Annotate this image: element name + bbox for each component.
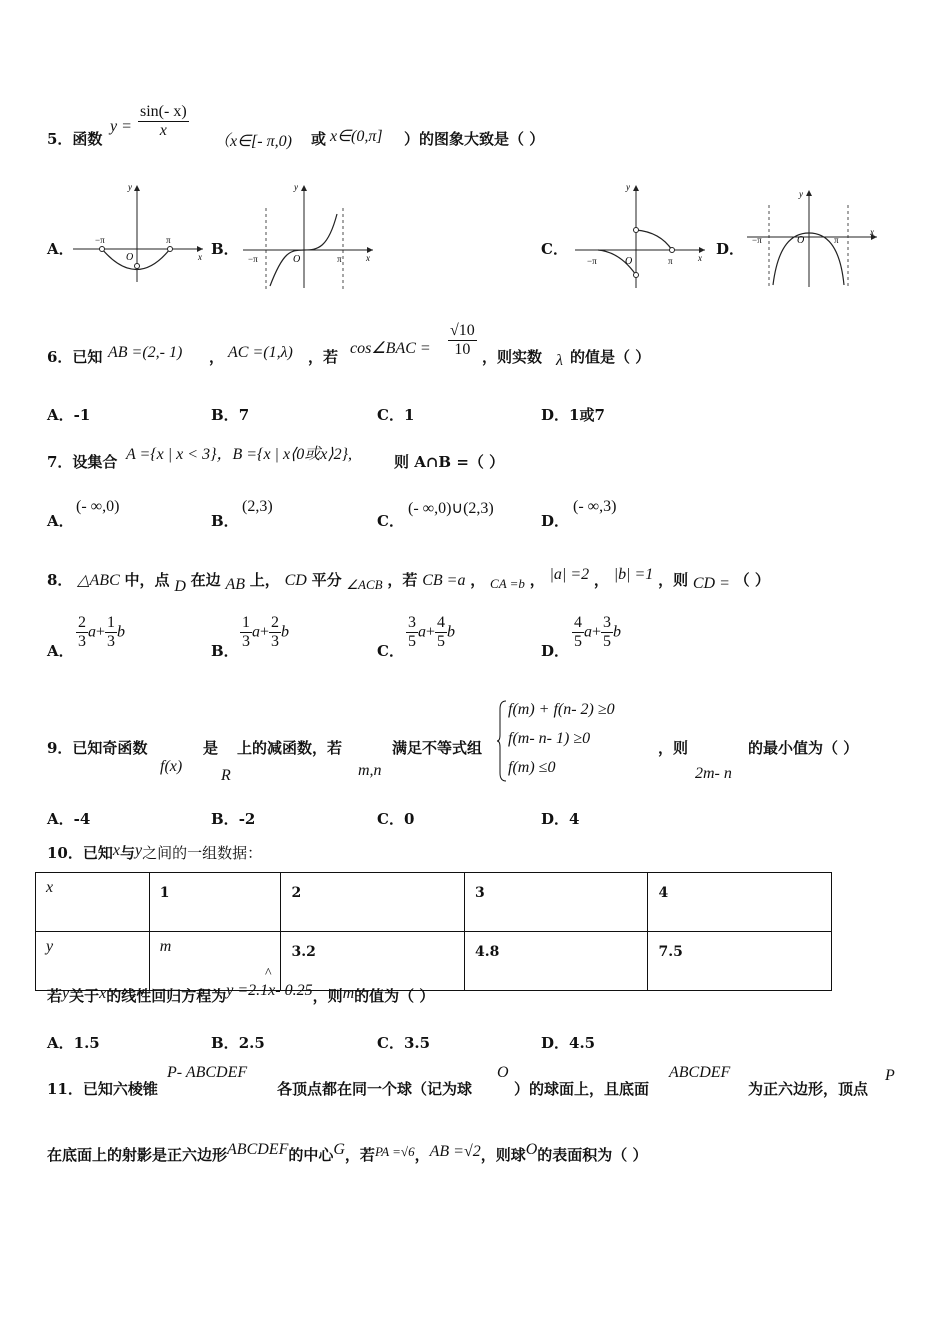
- table-cell: 3: [464, 873, 648, 932]
- q9-ineq-2: f(m- n- 1) ≥0: [508, 730, 591, 747]
- q9-ineq-1: f(m) + f(n- 2) ≥0: [508, 701, 615, 718]
- q8-option-b-expr[interactable]: $\frac{1}{3}$ a+ $\frac{2}{3}$ b: [242, 614, 290, 650]
- table-cell: 7.5: [648, 932, 832, 991]
- q7-option-a-label[interactable]: A．: [47, 512, 74, 530]
- q5-graph-d-pi: π: [834, 235, 839, 245]
- q6-cos: cos∠BAC =: [350, 340, 431, 357]
- q9-option-d[interactable]: D．4: [541, 810, 580, 828]
- q9-fx: f(x): [160, 758, 183, 775]
- q9-brace: [496, 699, 508, 783]
- q10-stem: 10．已知x与y之间的一组数据：: [47, 842, 263, 862]
- q5-domain-1: （x∈[- π,0): [214, 133, 292, 150]
- q10-option-b[interactable]: B．2.5: [211, 1034, 265, 1052]
- q7-tail: 则 A∩B =（ ）: [394, 453, 505, 471]
- q5-graph-b: [238, 180, 378, 292]
- table-cell: 2: [281, 873, 465, 932]
- q10-question: 若y关于x的线性回归方程为y =2.1x- 0.25，则m的值为（ ）: [47, 982, 435, 1005]
- q5-option-a-label[interactable]: A．: [47, 240, 74, 258]
- q9-tail: 的最小值为（ ）: [748, 739, 859, 757]
- q8-option-d-expr[interactable]: $\frac{4}{5}$ a+ $\frac{3}{5}$ b: [574, 614, 622, 650]
- q11-t4: 为正六边形，顶点: [748, 1080, 869, 1098]
- q8-option-c-expr[interactable]: $\frac{3}{5}$ a+ $\frac{4}{5}$ b: [408, 614, 456, 650]
- q9-expr: 2m- n: [695, 765, 732, 782]
- q9-ze: ，则: [658, 739, 689, 757]
- q8-option-c-label[interactable]: C．: [377, 642, 404, 660]
- table-cell: x: [36, 873, 150, 932]
- table-cell: y: [36, 932, 150, 991]
- q7-option-d-label[interactable]: D．: [541, 512, 570, 530]
- q6-num: 6．已知: [47, 348, 103, 366]
- q5-graph-c-y-label: y: [626, 182, 630, 192]
- q9-shi: 是: [203, 739, 219, 757]
- q5-graph-d-x-label: x: [870, 227, 874, 237]
- q5-graph-c-pi: π: [668, 256, 673, 266]
- q8-option-d-label[interactable]: D．: [541, 642, 570, 660]
- q11-pyramid: P- ABCDEF: [167, 1064, 248, 1081]
- q6-ac: AC =(1,λ): [228, 344, 293, 361]
- q5-graph-a: [68, 180, 208, 285]
- q9-option-b[interactable]: B．-2: [211, 810, 256, 828]
- q8-option-b-label[interactable]: B．: [211, 642, 239, 660]
- q11-num: 11．已知六棱锥: [47, 1080, 158, 1098]
- q5-graph-b-origin: O: [293, 254, 301, 265]
- q10-regression-eq: y =2.1x- 0.25: [226, 982, 313, 999]
- q6-ruo: ，若: [308, 348, 339, 366]
- q5-graph-a-y-label: y: [128, 182, 132, 192]
- q9-r: R: [221, 767, 231, 784]
- q5-or: 或: [311, 130, 327, 148]
- q11-o: O: [497, 1064, 509, 1081]
- q11-line-2: 在底面上的射影是正六边形ABCDEF的中心G，若PA =√6，AB =√2，则球O的表面积为（ ）: [47, 1141, 648, 1164]
- q11-t3: ）的球面上，且底面: [514, 1080, 650, 1098]
- q5-graph-a-pi: π: [166, 235, 171, 245]
- q7-option-c-text[interactable]: (- ∞,0)∪(2,3): [408, 500, 494, 517]
- q6-ab: AB =(2,- 1): [108, 344, 183, 361]
- q10-option-d[interactable]: D．4.5: [541, 1034, 596, 1052]
- q9-t2: 上的减函数，若: [237, 739, 343, 757]
- q5-graph-c-origin: O: [625, 256, 633, 267]
- table-cell: 4: [648, 873, 832, 932]
- q5-fraction: $\frac{\sin(- x)}{x}$: [140, 103, 187, 139]
- q7-option-a-text[interactable]: (- ∞,0): [76, 498, 120, 515]
- q5-graph-a-x-label: x: [198, 252, 202, 262]
- q7-option-d-text[interactable]: (- ∞,3): [573, 498, 617, 515]
- q6-option-d[interactable]: D．1或7: [541, 406, 605, 424]
- q6-lambda: λ: [556, 352, 563, 369]
- q11-p: P: [885, 1067, 895, 1084]
- q5-lhs: y =: [110, 118, 132, 135]
- q6-tail: 的值是（ ）: [570, 348, 651, 366]
- q5-graph-d-origin: O: [797, 235, 805, 246]
- q6-option-b[interactable]: B．7: [211, 406, 250, 424]
- q9-num: 9．已知奇函数: [47, 739, 148, 757]
- q5-graph-b-y-label: y: [294, 182, 298, 192]
- q5-graph-c: [570, 180, 710, 292]
- q9-option-a[interactable]: A．-4: [47, 810, 91, 828]
- q6-option-c[interactable]: C．1: [377, 406, 415, 424]
- table-cell: 1: [149, 873, 281, 932]
- table-row: [36, 873, 832, 932]
- table-row: [36, 932, 832, 991]
- q5-graph-d-y-label: y: [799, 189, 803, 199]
- q5-graph-d: [742, 185, 882, 290]
- table-cell: 3.2: [281, 932, 465, 991]
- q5-option-d-label[interactable]: D．: [716, 240, 745, 258]
- q8-option-a-label[interactable]: A．: [47, 642, 74, 660]
- q5-tail: ）的图象大致是（ ）: [404, 130, 545, 148]
- q6-mid: ，则实数: [482, 348, 543, 366]
- q9-ineq-3: f(m) ≤0: [508, 759, 556, 776]
- q8-stem: 8． △ABC 中，点 D 在边 AB 上， CD 平分 ∠ACB ，若 CB =a ， CA =b ， |a| =2 ， |b| =1 ，则 CD = （ ）: [47, 566, 770, 595]
- table-cell: m: [149, 932, 281, 991]
- q9-t3: 满足不等式组: [392, 739, 483, 757]
- q8-option-a-expr[interactable]: $\frac{2}{3}$ a+ $\frac{1}{3}$ b: [78, 614, 126, 650]
- q5-option-b-label[interactable]: B．: [211, 240, 239, 258]
- q10-option-c[interactable]: C．3.5: [377, 1034, 431, 1052]
- q11-t2: 各顶点都在同一个球（记为球: [277, 1080, 473, 1098]
- q9-option-c[interactable]: C．0: [377, 810, 415, 828]
- q5-domain-2: x∈(0,π]: [330, 128, 383, 145]
- q10-data-table: [35, 872, 832, 991]
- q5-graph-a-neg-pi: −π: [95, 235, 105, 245]
- q5-graph-b-pi: π: [337, 254, 342, 264]
- q5-graph-d-neg-pi: −π: [752, 235, 762, 245]
- q7-num: 7．设集合: [47, 453, 118, 471]
- q6-fraction: $\frac{√10}{10}$: [450, 322, 475, 358]
- q5-graph-a-origin: O: [126, 252, 134, 263]
- q5-graph-c-x-label: x: [698, 253, 702, 263]
- q5-stem: 5．函数: [47, 130, 103, 148]
- q5-graph-b-neg-pi: −π: [248, 254, 258, 264]
- q6-sep: ，: [209, 348, 225, 366]
- q7-option-b-text[interactable]: (2,3): [242, 498, 273, 515]
- q7-option-b-label[interactable]: B．: [211, 512, 239, 530]
- q7-option-c-label[interactable]: C．: [377, 512, 404, 530]
- table-cell: 4.8: [464, 932, 648, 991]
- q6-option-a[interactable]: A．-1: [47, 406, 91, 424]
- q5-option-c-label[interactable]: C．: [541, 240, 568, 258]
- q9-mn: m,n: [358, 762, 382, 779]
- q10-option-a[interactable]: A．1.5: [47, 1034, 100, 1052]
- q5-graph-c-neg-pi: −π: [587, 256, 597, 266]
- q10-hat-icon: ^: [265, 966, 272, 981]
- q11-base: ABCDEF: [669, 1064, 731, 1081]
- q7-sets: A ={x | x < 3}，B ={x | x⟨0或x⟩2},: [126, 446, 353, 463]
- q5-graph-b-x-label: x: [366, 253, 370, 263]
